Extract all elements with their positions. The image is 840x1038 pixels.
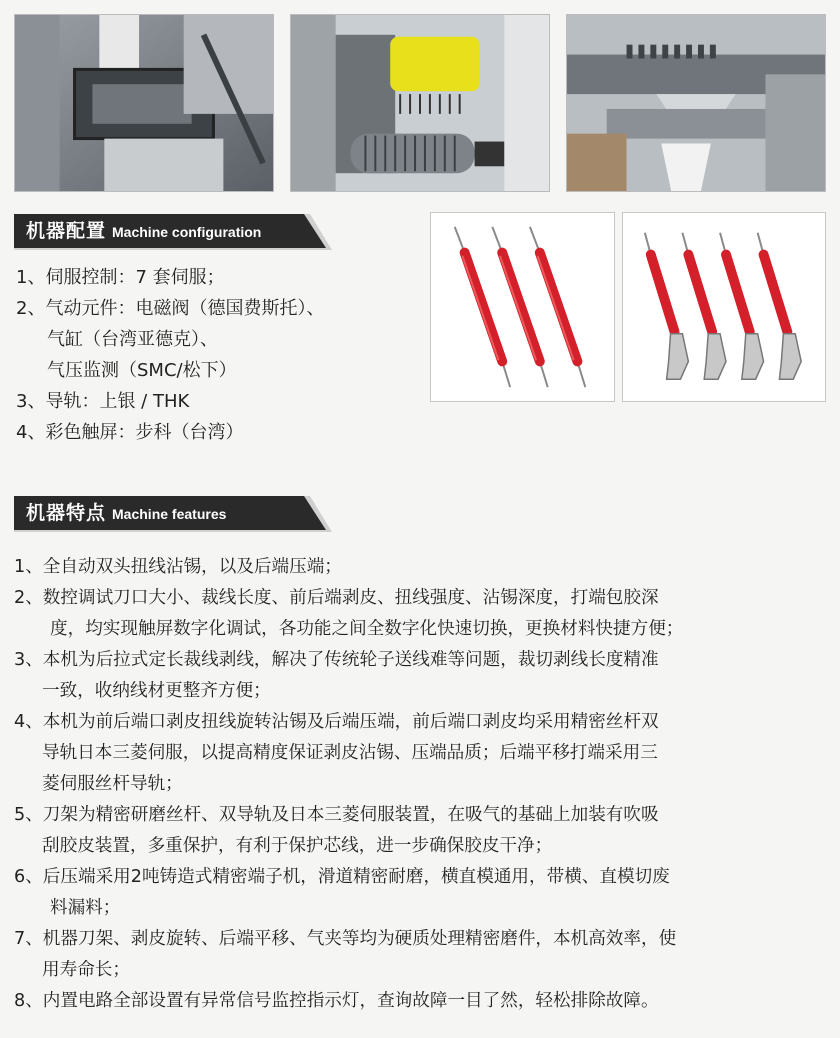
machine-detail-photo-1 [14, 14, 274, 192]
section-banner-features [14, 496, 334, 534]
machine-detail-photo-2 [290, 14, 550, 192]
config-item: 3、导轨：上银 / THK [16, 391, 190, 412]
feature-line: 料漏料； [50, 898, 121, 918]
feature-line: 3、本机为后拉式定长裁线剥线，解决了传统轮子送线难等问题，裁切剥线长度精准 [14, 650, 659, 670]
section-banner-configuration [14, 214, 334, 252]
config-item: 1、伺服控制：7 套伺服； [16, 267, 225, 288]
feature-line: 刮胶皮装置，多重保护，有利于保护芯线，进一步确保胶皮干净； [42, 836, 553, 856]
config-title-cn: 机器配置 [26, 220, 107, 242]
config-item: 气压监测（SMC/松下） [47, 360, 237, 381]
features-list [14, 552, 824, 1017]
feature-line: 7、机器刀架、剥皮旋转、后端平移、气夹等均为硬质处理精密磨件，本机高效率，使 [14, 929, 677, 949]
feature-line: 一致，收纳线材更整齐方便； [42, 681, 271, 701]
feature-line: 2、数控调试刀口大小、裁线长度、前后端剥皮、扭线强度、沾锡深度，打端包胶深 [14, 588, 659, 608]
config-item: 2、气动元件：电磁阀（德国费斯托）、 [16, 298, 325, 319]
feature-line: 1、全自动双头扭线沾锡，以及后端压端； [14, 557, 342, 577]
feature-line: 5、刀架为精密研磨丝杆、双导轨及日本三菱伺服装置，在吸气的基础上加装有吹吸 [14, 805, 659, 825]
config-title-en: Machine configuration [112, 224, 262, 240]
wire-sample-photo-terminal [622, 212, 826, 402]
config-list [16, 262, 426, 448]
features-title-en: Machine features [112, 506, 227, 522]
wire-sample-photo-tinned [430, 212, 615, 402]
feature-line: 8、内置电路全部设置有异常信号监控指示灯，查询故障一目了然，轻松排除故障。 [14, 991, 659, 1011]
features-title-cn: 机器特点 [26, 502, 107, 524]
config-item: 4、彩色触屏：步科（台湾） [16, 422, 244, 443]
feature-line: 4、本机为前后端口剥皮扭线旋转沾锡及后端压端，前后端口剥皮均采用精密丝杆双 [14, 712, 659, 732]
config-item: 气缸（台湾亚德克）、 [47, 329, 218, 350]
feature-line: 导轨日本三菱伺服，以提高精度保证剥皮沾锡、压端品质；后端平移打端采用三 [42, 743, 658, 763]
feature-line: 用寿命长； [42, 960, 130, 980]
machine-detail-photo-3 [566, 14, 826, 192]
feature-line: 菱伺服丝杆导轨； [42, 774, 183, 794]
feature-line: 度，均实现触屏数字化调试，各功能之间全数字化快速切换，更换材料快捷方便； [50, 619, 684, 639]
feature-line: 6、后压端采用2吨铸造式精密端子机，滑道精密耐磨，横直模通用，带横、直模切废 [14, 867, 670, 887]
